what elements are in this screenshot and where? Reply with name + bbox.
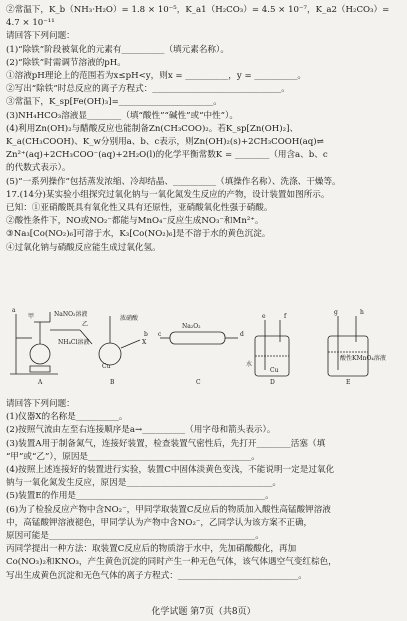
text-line: 17.(14分)某实验小组探究过氧化钠与一氧化氮发生反应的产物，设计装置如图所示。 xyxy=(6,189,330,200)
label-jia: 甲 xyxy=(28,313,35,320)
caption-B: B xyxy=(110,379,115,386)
text-line: ②写出“除铁”时总反应的离子方程式：______________________________。 xyxy=(6,84,290,95)
text-line: (4)利用Zn(OH)₂与醋酸反应也能制备Zn(CH₃COO)₂。若K_sp[Zn(OH)₂]、 xyxy=(6,123,299,134)
text-line: Co(NO₃)₂和KNO₃，产生黄色沉淀的同时产生一种无色气体，该气体遇空气变红棕色， xyxy=(6,557,337,568)
text-line: ③常温下，K_sp[Fe(OH)₃]=______________________。 xyxy=(6,97,222,108)
text-line: Zn²⁺(aq)+2CH₃COO⁻(aq)+2H₂O(l)的化学平衡常数K = ________（用含a、b、c xyxy=(6,150,328,161)
label-nh4cl: NH₄Cl溶液 xyxy=(58,339,90,346)
text-line: ④过氧化钠与硝酸反应能生成过氧化氢。 xyxy=(6,242,161,253)
text-line: (2)“除铁”时需调节溶液的pH。 xyxy=(6,57,126,68)
text-line: (6)为了检验反应产物中含NO₂⁻，甲同学取装置C反应后的物质加入酸性高锰酸钾溶液 xyxy=(6,504,331,515)
caption-A: A xyxy=(38,379,43,386)
text-line: (4)按照上述连接好的装置进行实验，装置C中固体淡黄色变浅，不能说明一定是过氧化 xyxy=(6,465,335,475)
text-line: 钠与一氧化氮发生反应，原因是__________________________________。 xyxy=(6,478,282,489)
text-line: (2)按照气流由左至右连接顺序是a→__________（用字母和箭头表示）。 xyxy=(6,425,276,436)
text-line: 写出生成黄色沉淀和无色气体的离子方程式：____________________________。 xyxy=(6,570,307,581)
caption-D: D xyxy=(270,379,275,386)
text-line: (3)NH₄HCO₃溶液显________（填“酸性”“碱性”或“中性”）。 xyxy=(6,110,238,121)
label-h: h xyxy=(360,309,364,316)
label-hno3: 浓硝酸 xyxy=(120,315,139,322)
label-d: d xyxy=(240,331,244,338)
label-kmno4: 酸性KMnO₄溶液 xyxy=(340,355,386,362)
label-e: e xyxy=(262,313,266,320)
caption-C: C xyxy=(196,379,201,386)
text-line: 4.7 × 10⁻¹¹ xyxy=(6,18,55,29)
text-line: ①溶液pH理论上的范围若为x≤pH<y，则x = __________，y = __________。 xyxy=(6,71,306,81)
label-b: b xyxy=(144,331,148,338)
text-line: 请回答下列问题： xyxy=(6,399,75,409)
text-line: K_a(CH₃COOH)、K_w分别用a、b、c表示，则Zn(OH)₂(s)+2CH₃COOH(aq)⇌ xyxy=(6,137,324,147)
label-yi: 乙 xyxy=(82,321,89,328)
text-line: ②酸性条件下，NO或NO₂⁻都能与MnO₄⁻反应生成NO₃⁻和Mn²⁺。 xyxy=(6,216,264,227)
text-line: 中，高锰酸钾溶液褪色，甲同学认为产物中含NO₂⁻，乙同学认为该方案不正确， xyxy=(6,517,313,528)
text-line: ③Na₃[Co(NO₂)₆]可溶于水，K₃[Co(NO₂)₆]是不溶于水的黄色沉淀。 xyxy=(6,229,271,240)
text-line: 丙同学提出一种方法：取装置C反应后的物质溶于水中，先加硝酸酸化，再加 xyxy=(6,544,297,555)
text-line: (3)装置A用于制备氮气，连接好装置，检查装置气密性后，先打开________活塞（填 xyxy=(6,438,326,449)
label-g: g xyxy=(334,309,338,316)
label-water: 水 xyxy=(246,361,253,368)
apparatus-figure xyxy=(10,308,400,386)
label-nano2: NaNO₂溶液 xyxy=(54,311,88,318)
text-line: “甲”或“乙”），原因是______________________________________。 xyxy=(6,451,260,462)
text-line: (1)仪器X的名称是__________。 xyxy=(6,412,128,423)
text-line: 请回答下列问题： xyxy=(6,31,75,42)
text-line: 已知：①亚硝酸既具有氧化性又具有还原性，亚硝酸氧化性强于硝酸。 xyxy=(6,203,273,213)
label-c: c xyxy=(158,331,162,338)
label-x: X xyxy=(142,339,147,346)
caption-E: E xyxy=(346,379,351,386)
apparatus-diagram xyxy=(10,308,400,386)
text-line: (1)“除铁”阶段被氧化的元素有__________（填元素名称）。 xyxy=(6,44,229,55)
text-line: (5)装置E的作用是____________________________________________。 xyxy=(6,491,274,502)
page-footer: 化学试题 第7页（共8页） xyxy=(151,607,256,617)
text-line: ②常温下，K_b（NH₃·H₂O）= 1.8 × 10⁻⁵，K_a1（H₂CO₃）= 4.5 × 10⁻⁷，K_a2（H₂CO₃）= xyxy=(6,5,390,15)
label-cu-b: Cu xyxy=(102,363,111,370)
label-a: a xyxy=(12,308,16,314)
text-line: 原因可能是________________________________________________。 xyxy=(6,531,264,541)
text-line: 的代数式表示）。 xyxy=(6,163,71,174)
text-line: (5)“一系列操作”包括蒸发浓缩、冷却结晶、__________（填操作名称）、洗涤、干燥等。 xyxy=(6,176,341,187)
label-cu-d: Cu xyxy=(270,367,279,374)
label-f: f xyxy=(284,313,287,320)
label-na2o2: Na₂O₂ xyxy=(182,323,201,330)
